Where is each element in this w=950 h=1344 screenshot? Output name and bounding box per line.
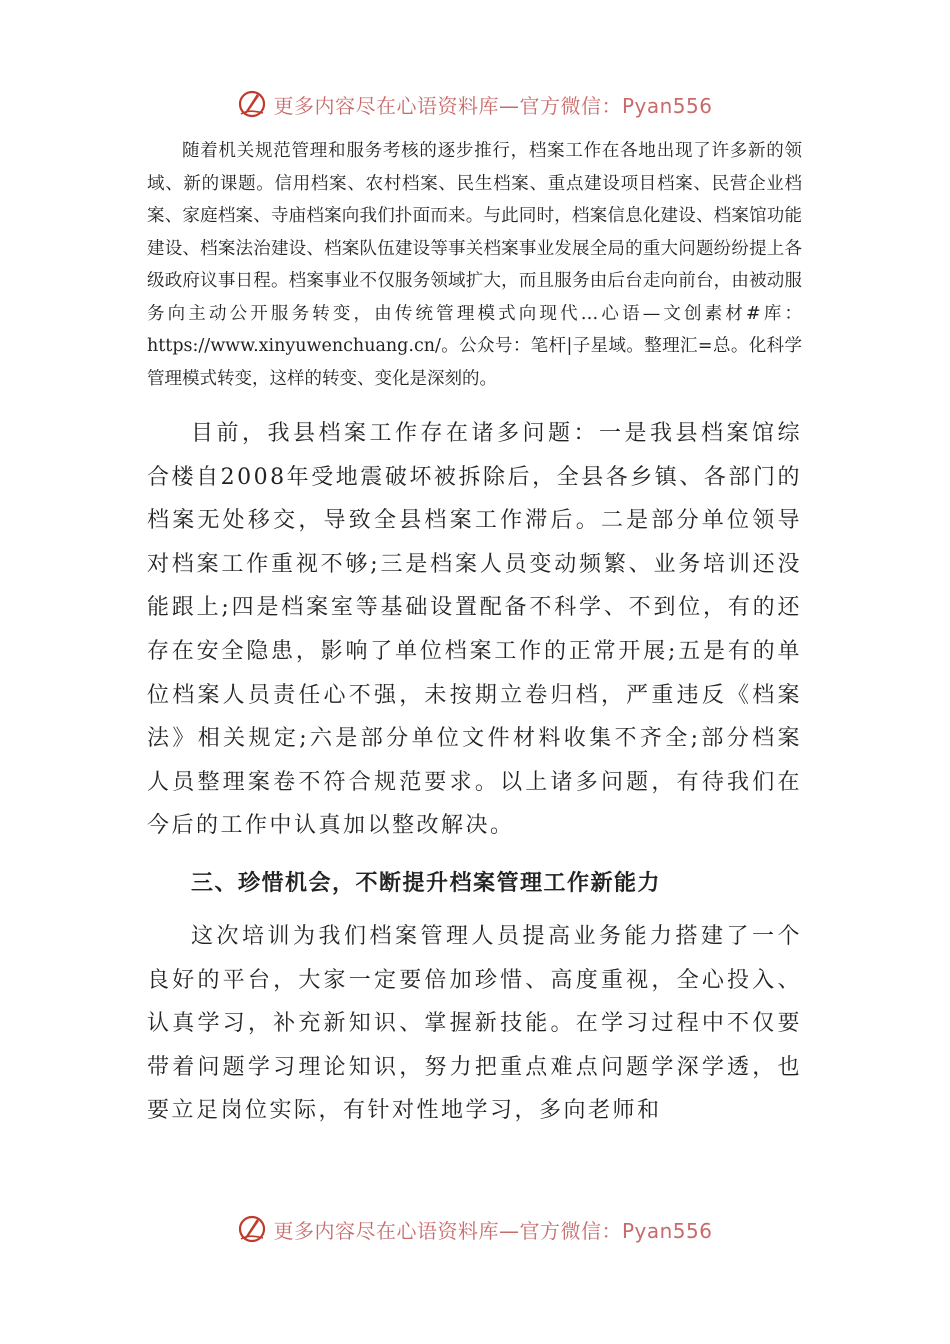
problems-paragraph: 目前，我县档案工作存在诸多问题：一是我县档案馆综合楼自2008年受地震破坏被拆除后，全县各乡镇、各部门的档案无处移交，导致全县档案工作滞后。二是部分单位领导对档案工作重视不够;三是档案人员变动频繁、业务培训还没能跟上;四是档案室等基础设置配备不科学、不到位，有的还存在安全隐患，影响了单位档案工作的正常开展;五是有的单位档案人员责任心不强，未按期立卷归档，严重违反《档案法》相关规定;六是部分单位文件材料收集不齐全;部分档案人员整理案卷不符合规范要求。以上诸多问题，有待我们在今后的工作中认真加以整改解决。 <box>147 421 802 839</box>
intro-paragraph: 随着机关规范管理和服务考核的逐步推行，档案工作在各地出现了许多新的领域、新的课题。信用档案、农村档案、民生档案、重点建设项目档案、民营企业档案、家庭档案、寺庙档案向我们扑面而来。与此同时，档案信息化建设、档案馆功能建设、档案法治建设、档案队伍建设等事关档案事业发展全局的重大问题纷纷提上各级政府议事日程。档案事业不仅服务领域扩大，而且服务由后台走向前台，由被动服务向主动公开服务转变，由传统管理模式向现代…心语—文创素材#库：https://www.xinyuwenchuang.cn/。公众号：笔杆|子星域。整理汇=总。化科学管理模式转变，这样的转变、变化是深刻的。 <box>147 141 802 389</box>
training-paragraph: 这次培训为我们档案管理人员提高业务能力搭建了一个良好的平台，大家一定要倍加珍惜、高度重视，全心投入、认真学习，补充新知识、掌握新技能。在学习过程中不仅要带着问题学习理论知识，努力把重点难点问题学深学透，也要立足岗位实际，有针对性地学习，多向老师和 <box>147 924 802 1124</box>
banner-text: 更多内容尽在心语资料库—官方微信：Pyan556 <box>273 93 713 118</box>
quill-pen-circle-icon <box>237 89 267 119</box>
header-banner <box>0 84 950 124</box>
banner-text: 更多内容尽在心语资料库—官方微信：Pyan556 <box>273 1218 713 1243</box>
quill-pen-circle-icon <box>237 1214 267 1244</box>
section-heading: 三、珍惜机会，不断提升档案管理工作新能力 <box>191 871 662 896</box>
footer-banner <box>0 1209 950 1249</box>
